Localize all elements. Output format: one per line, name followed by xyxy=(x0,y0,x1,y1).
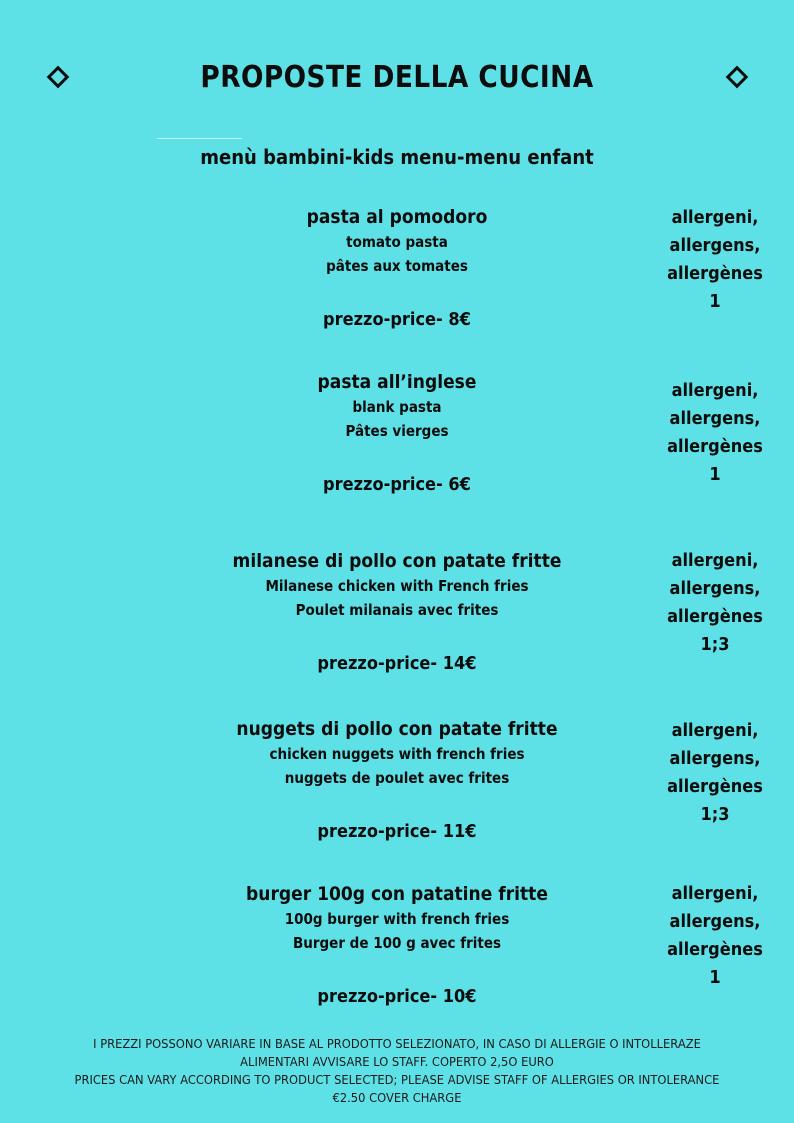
dish-name: nuggets di pollo con patate fritte xyxy=(236,718,558,740)
allergen-label: allergènes xyxy=(667,776,763,797)
allergen-codes: 1;3 xyxy=(700,804,730,825)
allergen-info xyxy=(648,377,783,489)
dish-item xyxy=(197,204,597,332)
dish-name: burger 100g con patatine fritte xyxy=(246,883,548,905)
allergen-label: allergens, xyxy=(669,911,761,932)
dish-name-english: blank pasta xyxy=(352,398,442,416)
allergen-codes: 1 xyxy=(709,291,721,312)
allergen-codes: 1 xyxy=(709,967,721,988)
dish-name-english: Milanese chicken with French fries xyxy=(265,577,529,595)
dish-name: pasta al pomodoro xyxy=(306,206,488,228)
allergen-codes: 1 xyxy=(709,464,721,485)
allergen-label: allergeni, xyxy=(671,883,759,904)
dish-price: prezzo-price- 6€ xyxy=(323,474,471,495)
dish-name-english: chicken nuggets with french fries xyxy=(269,745,525,763)
page-title: PROPOSTE DELLA CUCINA xyxy=(200,60,594,95)
divider xyxy=(157,138,242,139)
allergen-label: allergènes xyxy=(667,263,763,284)
dish-name-french: nuggets de poulet avec frites xyxy=(284,769,510,787)
footer-line: ALIMENTARI AVVISARE LO STAFF. COPERTO 2,5O EURO xyxy=(240,1054,554,1069)
allergen-label: allergens, xyxy=(669,578,761,599)
dish-item xyxy=(197,548,597,676)
dish-name-english: 100g burger with french fries xyxy=(284,910,510,928)
dish-name: milanese di pollo con patate fritte xyxy=(232,550,562,572)
allergen-label: allergènes xyxy=(667,939,763,960)
allergen-label: allergens, xyxy=(669,748,761,769)
allergen-label: allergènes xyxy=(667,436,763,457)
dish-name-french: pâtes aux tomates xyxy=(326,257,468,275)
dish-price: prezzo-price- 10€ xyxy=(317,986,477,1007)
dish-price: prezzo-price- 8€ xyxy=(323,309,471,330)
allergen-label: allergens, xyxy=(669,235,761,256)
allergen-label: allergeni, xyxy=(671,720,759,741)
allergen-info xyxy=(648,547,783,659)
footer-line: €2.50 COVER CHARGE xyxy=(332,1090,462,1105)
dish-name-french: Pâtes vierges xyxy=(345,422,449,440)
footer-line: PRICES CAN VARY ACCORDING TO PRODUCT SELECTED; PLEASE ADVISE STAFF OF ALLERGIES OR INTOLERANCE xyxy=(74,1072,720,1087)
allergen-info xyxy=(648,717,783,829)
dish-name-french: Poulet milanais avec frites xyxy=(295,601,499,619)
allergen-info xyxy=(648,204,783,316)
allergen-label: allergens, xyxy=(669,408,761,429)
footer-notice xyxy=(40,1035,754,1107)
allergen-label: allergeni, xyxy=(671,550,759,571)
menu-subtitle: menù bambini-kids menu-menu enfant xyxy=(200,145,594,169)
dish-price: prezzo-price- 14€ xyxy=(317,653,477,674)
dish-item xyxy=(197,369,597,497)
dish-item xyxy=(197,881,597,1009)
allergen-label: allergènes xyxy=(667,606,763,627)
allergen-info xyxy=(648,880,783,992)
dish-name-english: tomato pasta xyxy=(346,233,448,251)
dish-name: pasta all’inglese xyxy=(317,371,477,393)
allergen-label: allergeni, xyxy=(671,380,759,401)
allergen-codes: 1;3 xyxy=(700,634,730,655)
allergen-label: allergeni, xyxy=(671,207,759,228)
dish-item xyxy=(197,716,597,844)
dish-name-french: Burger de 100 g avec frites xyxy=(292,934,502,952)
dish-price: prezzo-price- 11€ xyxy=(317,821,477,842)
footer-line: I PREZZI POSSONO VARIARE IN BASE AL PRODOTTO SELEZIONATO, IN CASO DI ALLERGIE O INTOLLERAZE xyxy=(93,1036,701,1051)
